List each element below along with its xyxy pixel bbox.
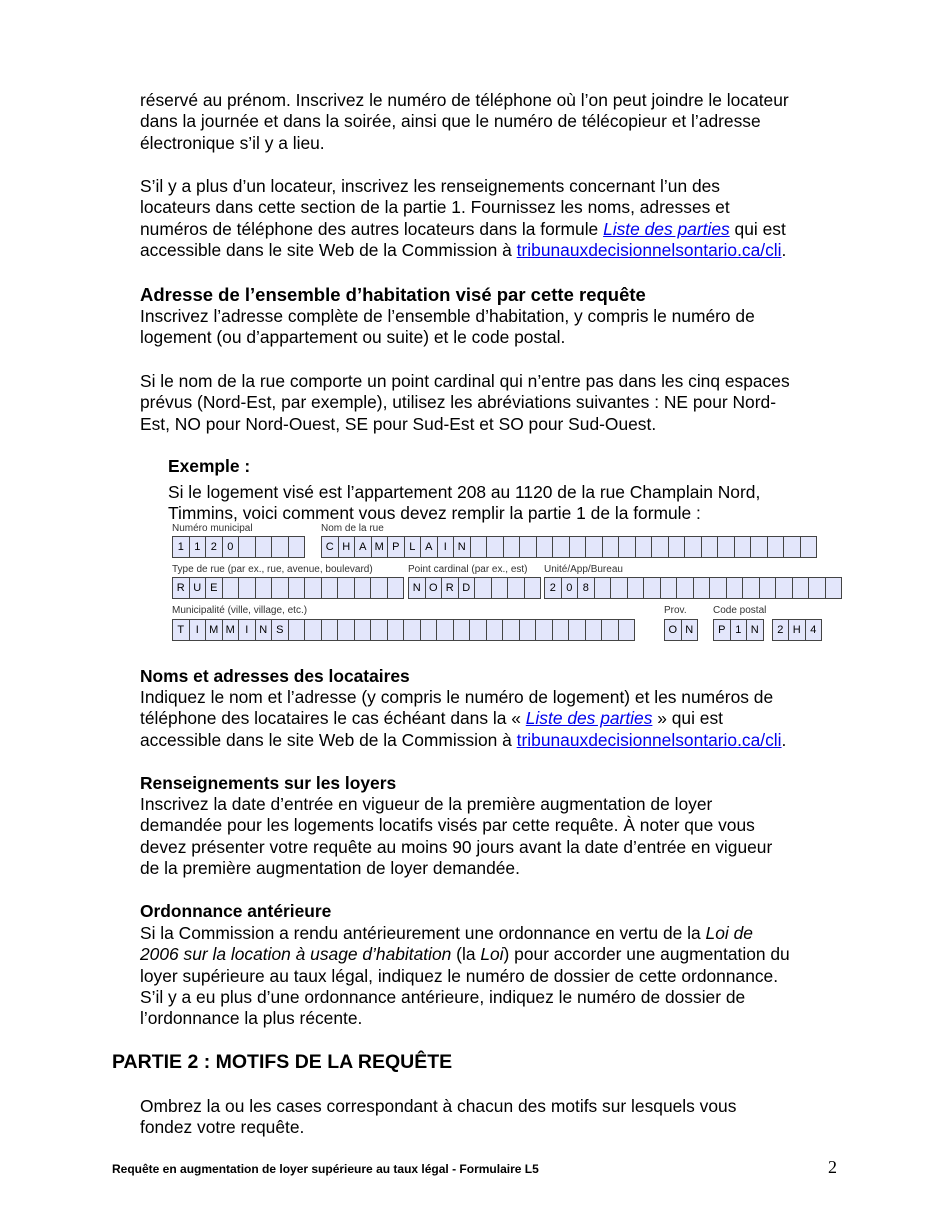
postal-code-boxes — [713, 619, 821, 641]
character-box — [618, 536, 636, 558]
text-span: numéros de téléphone des autres locateurs dans la formule — [140, 218, 604, 239]
text-span: téléphone des locataires le cas échéant dans la « — [140, 708, 526, 729]
footer-title: Requête en augmentation de loyer supérieure au taux légal - Formulaire L5 — [112, 1162, 539, 1176]
character-box — [387, 577, 405, 599]
character-box — [436, 619, 454, 641]
character-box — [569, 536, 587, 558]
text-line: réservé au prénom. Inscrivez le numéro de téléphone où l’on peut joindre le locateur — [140, 90, 789, 110]
tribunal-website-link[interactable]: tribunauxdecisionnelsontario.ca/cli — [516, 239, 782, 260]
text-span: ) pour accorder une augmentation du — [503, 944, 790, 965]
character-box — [792, 577, 810, 599]
character-box — [271, 536, 289, 558]
character-box — [321, 619, 339, 641]
address-paragraph-1 — [140, 306, 840, 349]
text-line — [140, 730, 840, 751]
character-box: 1 — [730, 619, 748, 641]
character-box — [643, 577, 661, 599]
text-line: devez présenter votre requête au moins 90 jours avant la date d’entrée en vigueur — [140, 836, 773, 857]
character-box: O — [425, 577, 443, 599]
text-line: Est, NO pour Nord-Ouest, SE pour Sud-Est et SO pour Sud-Ouest. — [140, 413, 657, 434]
text-line: Inscrivez la date d’entrée en vigueur de la première augmentation de loyer — [140, 794, 713, 814]
character-box — [585, 536, 603, 558]
character-box — [750, 536, 768, 558]
character-box — [552, 536, 570, 558]
character-box — [783, 536, 801, 558]
unit-label: Unité/App/Bureau — [544, 564, 623, 575]
character-box — [337, 577, 355, 599]
street-number-boxes — [172, 536, 304, 558]
parties-list-link[interactable]: Liste des parties — [525, 708, 653, 729]
character-box — [742, 577, 760, 599]
province-boxes — [664, 619, 697, 641]
character-box — [321, 577, 339, 599]
text-line: Timmins, voici comment vous devez remplir la partie 1 de la formule : — [168, 503, 701, 523]
text-line — [140, 923, 840, 944]
character-box: U — [189, 577, 207, 599]
municipality-label: Municipalité (ville, village, etc.) — [172, 605, 308, 616]
character-box — [601, 619, 619, 641]
character-box: O — [664, 619, 682, 641]
character-box: M — [371, 536, 389, 558]
text-span: qui est — [729, 218, 786, 239]
character-box — [701, 536, 719, 558]
character-box: M — [222, 619, 240, 641]
character-box: N — [453, 536, 471, 558]
character-box: E — [205, 577, 223, 599]
character-box — [519, 619, 537, 641]
character-box: N — [746, 619, 764, 641]
character-box — [304, 619, 322, 641]
character-box — [486, 619, 504, 641]
direction-label: Point cardinal (par ex., est) — [408, 564, 528, 575]
postal-code-label: Code postal — [713, 605, 767, 616]
character-box — [255, 577, 273, 599]
text-line: S’il y a eu plus d’une ordonnance antérieure, indiquez le numéro de dossier de — [140, 986, 746, 1007]
character-box: A — [420, 536, 438, 558]
character-box — [470, 536, 488, 558]
character-box — [627, 577, 645, 599]
text-line: Indiquez le nom et l’adresse (y compris le numéro de logement) et les numéros de — [140, 687, 774, 707]
text-line — [140, 944, 840, 965]
character-box — [800, 536, 818, 558]
character-box — [502, 619, 520, 641]
character-box — [387, 619, 405, 641]
character-box — [486, 536, 504, 558]
character-box — [585, 619, 603, 641]
character-box: P — [713, 619, 731, 641]
character-box — [610, 577, 628, 599]
character-box: 0 — [222, 536, 240, 558]
character-box: 4 — [805, 619, 823, 641]
character-box: I — [189, 619, 207, 641]
character-box: N — [681, 619, 699, 641]
character-box: N — [408, 577, 426, 599]
character-box — [825, 577, 843, 599]
character-box — [238, 577, 256, 599]
tenants-paragraph — [140, 687, 840, 751]
character-box — [370, 577, 388, 599]
text-line: Inscrivez l’adresse complète de l’ensemble d’habitation, y compris le numéro de — [140, 306, 755, 326]
text-span: (la — [451, 944, 481, 965]
character-box: L — [404, 536, 422, 558]
multiple-landlords-paragraph — [140, 176, 840, 261]
text-line: Si le logement visé est l’appartement 208 au 1120 de la rue Champlain Nord, — [168, 482, 761, 502]
text-line: prévus (Nord-Est, par exemple), utilisez les abréviations suivantes : NE pour Nord- — [140, 392, 776, 413]
street-name-boxes — [321, 536, 816, 558]
tenants-heading: Noms et adresses des locataires — [140, 666, 410, 686]
character-box — [255, 536, 273, 558]
text-line: demandée pour les logements locatifs visés par cette requête. À noter que vous — [140, 815, 755, 836]
text-line: Ombrez la ou les cases correspondant à chacun des motifs sur lesquels vous — [140, 1096, 737, 1116]
parties-list-link[interactable]: Liste des parties — [603, 218, 730, 239]
example-title: Exemple : — [168, 456, 251, 476]
character-box — [684, 536, 702, 558]
character-box — [222, 577, 240, 599]
character-box — [568, 619, 586, 641]
character-box — [354, 577, 372, 599]
text-line: dans la journée et dans la soirée, ainsi que le numéro de télécopieur et l’adresse — [140, 111, 761, 132]
character-box — [238, 536, 256, 558]
character-box: 1 — [172, 536, 190, 558]
character-box: R — [441, 577, 459, 599]
character-box — [676, 577, 694, 599]
character-box — [354, 619, 372, 641]
text-span: . — [781, 729, 787, 750]
character-box: M — [205, 619, 223, 641]
character-box: T — [172, 619, 190, 641]
character-box: A — [354, 536, 372, 558]
example-text — [168, 482, 838, 524]
character-box: C — [321, 536, 339, 558]
character-box — [734, 536, 752, 558]
text-line: locateurs dans cette section de la partie 1. Fournissez les noms, adresses et — [140, 197, 730, 218]
character-box — [535, 619, 553, 641]
character-box — [726, 577, 744, 599]
character-box: 2 — [544, 577, 562, 599]
prior-order-heading: Ordonnance antérieure — [140, 901, 332, 921]
text-line: fondez votre requête. — [140, 1117, 305, 1138]
rent-heading: Renseignements sur les loyers — [140, 773, 397, 793]
municipality-boxes — [172, 619, 634, 641]
street-type-boxes — [172, 577, 403, 599]
text-span: » qui est — [652, 708, 723, 729]
direction-boxes — [408, 577, 540, 599]
text-line: l’ordonnance la plus récente. — [140, 1008, 363, 1029]
text-line: S’il y a plus d’un locateur, inscrivez les renseignements concernant l’un des — [140, 176, 720, 196]
character-box: 1 — [189, 536, 207, 558]
text-line: logement (ou d’appartement ou suite) et le code postal. — [140, 327, 566, 348]
character-box: R — [172, 577, 190, 599]
character-box — [420, 619, 438, 641]
character-box — [767, 536, 785, 558]
law-title: 2006 sur la location à usage d’habitation — [140, 944, 452, 965]
character-box — [524, 577, 542, 599]
character-box — [370, 619, 388, 641]
character-box: H — [338, 536, 356, 558]
character-box: H — [788, 619, 806, 641]
character-box — [536, 536, 554, 558]
character-box — [709, 577, 727, 599]
character-box: 2 — [205, 536, 223, 558]
character-box — [660, 577, 678, 599]
address-section-heading: Adresse de l’ensemble d’habitation visé par cette requête — [140, 284, 646, 305]
character-box — [469, 619, 487, 641]
character-box: I — [437, 536, 455, 558]
character-box — [717, 536, 735, 558]
character-box: P — [387, 536, 405, 558]
text-span: Si la Commission a rendu antérieurement une ordonnance en vertu de la — [140, 923, 706, 943]
character-box — [491, 577, 509, 599]
character-box: D — [458, 577, 476, 599]
text-span: accessible dans le site Web de la Commission à — [140, 239, 517, 260]
character-box — [759, 577, 777, 599]
tribunal-website-link[interactable]: tribunauxdecisionnelsontario.ca/cli — [516, 729, 782, 750]
character-box — [288, 577, 306, 599]
character-box — [403, 619, 421, 641]
text-line: loyer supérieure au taux légal, indiquez le numéro de dossier de cette ordonnance. — [140, 965, 779, 986]
character-box — [337, 619, 355, 641]
text-line: Si le nom de la rue comporte un point cardinal qui n’entre pas dans les cinq espaces — [140, 371, 790, 391]
character-box: N — [255, 619, 273, 641]
law-title: Loi de — [705, 923, 753, 943]
part2-paragraph — [140, 1096, 840, 1139]
text-line — [140, 240, 840, 261]
province-label: Prov. — [664, 605, 687, 616]
character-box — [618, 619, 636, 641]
character-box — [304, 577, 322, 599]
character-box: 8 — [577, 577, 595, 599]
character-box — [635, 536, 653, 558]
prior-order-paragraph — [140, 923, 840, 1029]
text-line — [140, 708, 840, 729]
part2-heading: PARTIE 2 : MOTIFS DE LA REQUÊTE — [112, 1051, 453, 1073]
character-box — [651, 536, 669, 558]
character-box — [668, 536, 686, 558]
character-box — [808, 577, 826, 599]
character-box: 2 — [772, 619, 790, 641]
street-name-label: Nom de la rue — [321, 523, 384, 534]
address-paragraph-2 — [140, 371, 840, 435]
character-box — [453, 619, 471, 641]
character-box — [271, 577, 289, 599]
character-box — [602, 536, 620, 558]
character-box — [474, 577, 492, 599]
character-box: 0 — [561, 577, 579, 599]
street-number-label: Numéro municipal — [172, 523, 253, 534]
character-box — [693, 577, 711, 599]
street-type-label: Type de rue (par ex., rue, avenue, boulevard) — [172, 564, 373, 575]
landlord-name-paragraph — [140, 90, 840, 154]
character-box — [775, 577, 793, 599]
page-number: 2 — [828, 1157, 837, 1177]
text-span: accessible dans le site Web de la Commission à — [140, 729, 517, 750]
character-box: I — [238, 619, 256, 641]
unit-boxes — [544, 577, 841, 599]
character-box — [288, 536, 306, 558]
rent-paragraph — [140, 794, 840, 879]
text-line: de la première augmentation de loyer demandée. — [140, 857, 520, 878]
character-box — [507, 577, 525, 599]
character-box — [552, 619, 570, 641]
character-box — [288, 619, 306, 641]
law-abbrev: Loi — [480, 944, 504, 965]
character-box: S — [271, 619, 289, 641]
character-box — [519, 536, 537, 558]
text-line: électronique s’il y a lieu. — [140, 132, 325, 153]
character-box — [594, 577, 612, 599]
text-line — [140, 219, 840, 240]
character-box — [503, 536, 521, 558]
text-span: . — [781, 239, 787, 260]
